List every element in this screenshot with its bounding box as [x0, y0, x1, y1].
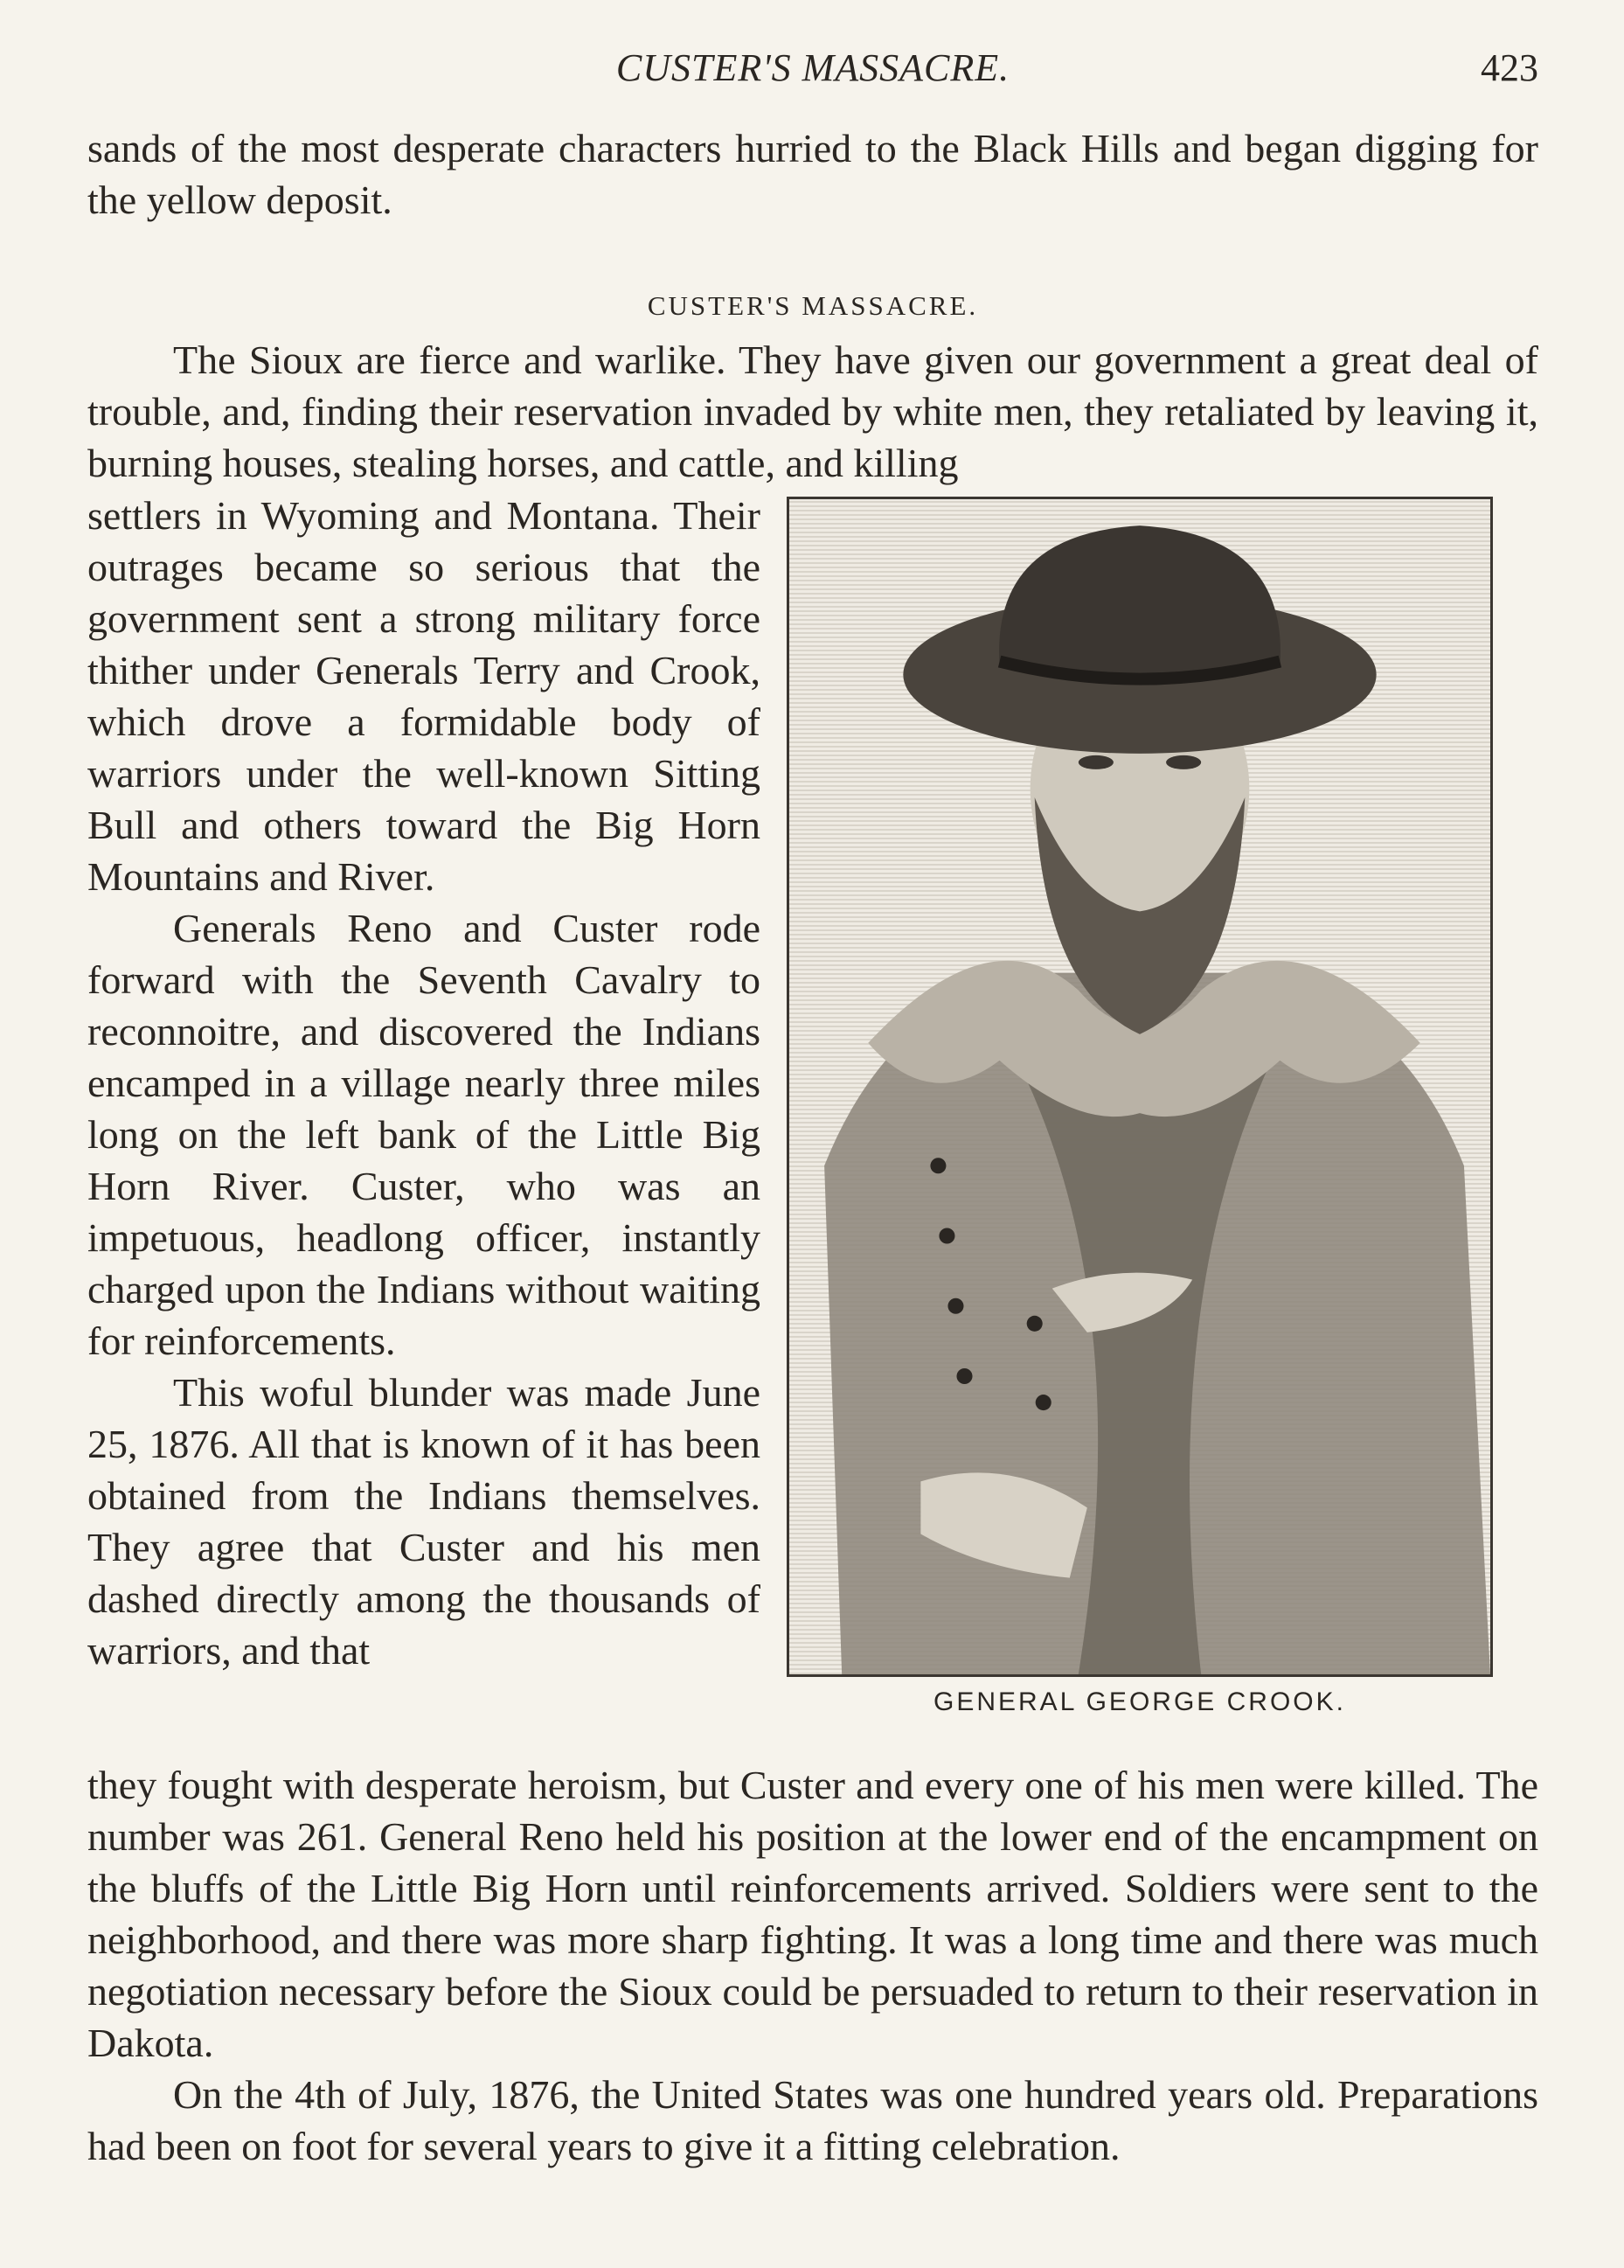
portrait-engraving: [789, 499, 1490, 1674]
paragraph-blunder-rest: they fought with desperate heroism, but Custer and every one of his men were killed. The number was 261. General Reno held his position at the lower end of the encampment on the bluffs of the Little Big Horn until reinforcements arrived. Soldiers were sent to the neighborhood, and there was more sharp fighting. It was a long time and there was much negotiation necessary before the Sioux could be persuaded to return to their reservation in Dakota.: [87, 1763, 1538, 2065]
paragraph-centennial: On the 4th of July, 1876, the United States was one hundred years old. Preparations had been on foot for several years to give it a fitting celebration.: [87, 2072, 1538, 2168]
text-block-intro: [87, 334, 1538, 489]
text-block-bottom: [87, 1759, 1538, 2172]
paragraph-blunder-column: This woful blunder was made June 25, 1876. All that is known of it has been obtained from the Indians themselves. They agree that Custer and his men dashed directly among the thousands of warriors, and that: [87, 1370, 760, 1673]
page-header: [87, 45, 1538, 98]
section-heading: CUSTER'S MASSACRE.: [647, 290, 979, 321]
paragraph-reno-custer: Generals Reno and Custer rode forward with the Seventh Cavalry to reconnoitre, and discovered the Indians encamped in a village nearly three miles long on the left bank of the Little Big Horn River. Custer, who was an impetuous, headlong officer, instantly charged upon the Indians without waiting for reinforcements.: [87, 906, 760, 1363]
page-number: 423: [1481, 46, 1538, 89]
paragraph-continuation: sands of the most desperate characters hurried to the Black Hills and began digging for the yellow deposit.: [87, 126, 1538, 222]
portrait-illustration: [787, 497, 1493, 1677]
text-column-left: [87, 490, 760, 1676]
paragraph-sioux-intro: The Sioux are fierce and warlike. They have given our government a great deal of trouble, and, finding their reservation invaded by white men, they retaliated by leaving it, burning houses, stealing horses, and cattle, and killing: [87, 337, 1538, 485]
paragraph-sioux-column: settlers in Wyoming and Montana. Their outrages became so serious that the government sent a strong military force thither under Generals Terry and Crook, which drove a formidable body of warriors under the well-known Sitting Bull and others toward the Big Horn Mountains and River.: [87, 493, 760, 899]
figure-caption: GENERAL GEORGE CROOK.: [933, 1687, 1346, 1716]
running-head: CUSTER'S MASSACRE.: [615, 46, 1010, 89]
text-block-top: [87, 122, 1538, 226]
